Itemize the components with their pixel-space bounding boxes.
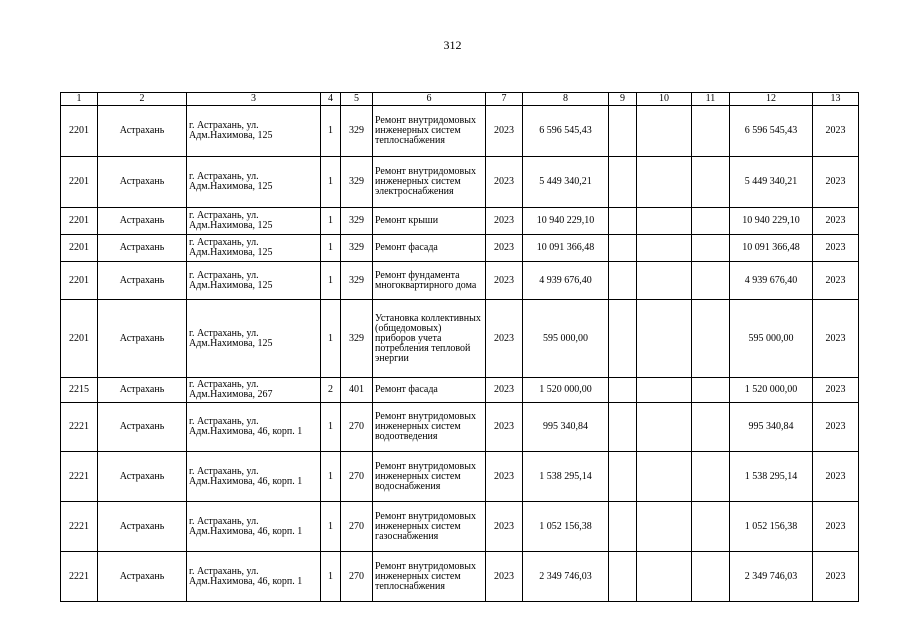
registry-table [60, 92, 859, 602]
cell-col10 [637, 378, 692, 403]
table-row [61, 552, 859, 602]
table-header-row [61, 93, 859, 106]
cell-col10 [637, 552, 692, 602]
cell-total: 5 449 340,21 [730, 157, 813, 208]
cell-cost: 995 340,84 [523, 403, 609, 452]
cell-number: 2215 [61, 378, 98, 403]
cell-total: 1 520 000,00 [730, 378, 813, 403]
cell-group: 1 [321, 157, 341, 208]
cell-col11 [692, 300, 730, 378]
cell-city: Астрахань [98, 300, 187, 378]
cell-code: 270 [341, 452, 373, 502]
cell-code: 329 [341, 208, 373, 235]
cell-year: 2023 [486, 502, 523, 552]
cell-col9 [609, 552, 637, 602]
cell-end-year: 2023 [813, 157, 859, 208]
cell-total: 10 940 229,10 [730, 208, 813, 235]
cell-code: 329 [341, 106, 373, 157]
cell-address: г. Астрахань, ул. Адм.Нахимова, 125 [187, 157, 321, 208]
cell-group: 1 [321, 235, 341, 262]
cell-col9 [609, 208, 637, 235]
cell-work-type: Ремонт внутридомовых инженерных систем газоснабжения [373, 502, 486, 552]
cell-number: 2201 [61, 235, 98, 262]
cell-col11 [692, 378, 730, 403]
cell-total: 10 091 366,48 [730, 235, 813, 262]
column-header: 2 [98, 93, 187, 106]
cell-code: 401 [341, 378, 373, 403]
column-header: 1 [61, 93, 98, 106]
cell-group: 1 [321, 403, 341, 452]
cell-col9 [609, 502, 637, 552]
cell-cost: 2 349 746,03 [523, 552, 609, 602]
cell-work-type: Ремонт фундамента многоквартирного дома [373, 262, 486, 300]
cell-code: 270 [341, 403, 373, 452]
cell-col9 [609, 106, 637, 157]
column-header: 11 [692, 93, 730, 106]
cell-address: г. Астрахань, ул. Адм.Нахимова, 125 [187, 106, 321, 157]
cell-cost: 595 000,00 [523, 300, 609, 378]
cell-year: 2023 [486, 403, 523, 452]
cell-col10 [637, 208, 692, 235]
cell-total: 1 538 295,14 [730, 452, 813, 502]
cell-total: 1 052 156,38 [730, 502, 813, 552]
cell-total: 995 340,84 [730, 403, 813, 452]
table-row [61, 208, 859, 235]
cell-end-year: 2023 [813, 502, 859, 552]
column-header: 8 [523, 93, 609, 106]
cell-city: Астрахань [98, 452, 187, 502]
cell-year: 2023 [486, 300, 523, 378]
cell-col11 [692, 157, 730, 208]
cell-end-year: 2023 [813, 378, 859, 403]
table-row [61, 157, 859, 208]
cell-work-type: Ремонт крыши [373, 208, 486, 235]
cell-col11 [692, 452, 730, 502]
cell-col11 [692, 552, 730, 602]
cell-cost: 6 596 545,43 [523, 106, 609, 157]
cell-col11 [692, 106, 730, 157]
cell-col9 [609, 262, 637, 300]
cell-col9 [609, 300, 637, 378]
cell-total: 2 349 746,03 [730, 552, 813, 602]
cell-number: 2201 [61, 208, 98, 235]
cell-col11 [692, 262, 730, 300]
cell-col10 [637, 452, 692, 502]
cell-work-type: Ремонт внутридомовых инженерных систем электроснабжения [373, 157, 486, 208]
cell-work-type: Ремонт фасада [373, 235, 486, 262]
cell-year: 2023 [486, 208, 523, 235]
cell-col9 [609, 157, 637, 208]
page-number: 312 [443, 38, 462, 52]
cell-col10 [637, 157, 692, 208]
cell-address: г. Астрахань, ул. Адм.Нахимова, 125 [187, 208, 321, 235]
column-header: 13 [813, 93, 859, 106]
cell-col9 [609, 452, 637, 502]
cell-number: 2221 [61, 452, 98, 502]
cell-end-year: 2023 [813, 208, 859, 235]
cell-work-type: Ремонт фасада [373, 378, 486, 403]
cell-address: г. Астрахань, ул. Адм.Нахимова, 125 [187, 262, 321, 300]
cell-city: Астрахань [98, 157, 187, 208]
cell-address: г. Астрахань, ул. Адм.Нахимова, 125 [187, 300, 321, 378]
cell-city: Астрахань [98, 208, 187, 235]
cell-city: Астрахань [98, 378, 187, 403]
cell-year: 2023 [486, 235, 523, 262]
cell-end-year: 2023 [813, 300, 859, 378]
cell-number: 2201 [61, 262, 98, 300]
table-row [61, 452, 859, 502]
cell-group: 1 [321, 106, 341, 157]
cell-work-type: Установка коллективных (общедомовых) приборов учета потребления тепловой энергии [373, 300, 486, 378]
table-row [61, 378, 859, 403]
cell-code: 329 [341, 157, 373, 208]
column-header: 12 [730, 93, 813, 106]
cell-group: 1 [321, 452, 341, 502]
cell-code: 329 [341, 235, 373, 262]
cell-total: 6 596 545,43 [730, 106, 813, 157]
cell-city: Астрахань [98, 552, 187, 602]
table-row [61, 262, 859, 300]
cell-year: 2023 [486, 157, 523, 208]
cell-number: 2201 [61, 157, 98, 208]
cell-end-year: 2023 [813, 235, 859, 262]
cell-address: г. Астрахань, ул. Адм.Нахимова, 46, корп. 1 [187, 452, 321, 502]
column-header: 6 [373, 93, 486, 106]
cell-address: г. Астрахань, ул. Адм.Нахимова, 46, корп. 1 [187, 403, 321, 452]
cell-address: г. Астрахань, ул. Адм.Нахимова, 125 [187, 235, 321, 262]
column-header: 9 [609, 93, 637, 106]
cell-total: 4 939 676,40 [730, 262, 813, 300]
table-row [61, 403, 859, 452]
cell-group: 1 [321, 552, 341, 602]
cell-cost: 1 520 000,00 [523, 378, 609, 403]
cell-group: 1 [321, 262, 341, 300]
column-header: 3 [187, 93, 321, 106]
cell-city: Астрахань [98, 502, 187, 552]
cell-code: 270 [341, 502, 373, 552]
cell-end-year: 2023 [813, 106, 859, 157]
cell-col11 [692, 235, 730, 262]
cell-col10 [637, 106, 692, 157]
cell-year: 2023 [486, 378, 523, 403]
cell-end-year: 2023 [813, 403, 859, 452]
cell-year: 2023 [486, 106, 523, 157]
cell-city: Астрахань [98, 262, 187, 300]
cell-work-type: Ремонт внутридомовых инженерных систем водоснабжения [373, 452, 486, 502]
cell-end-year: 2023 [813, 452, 859, 502]
cell-col11 [692, 403, 730, 452]
column-header: 7 [486, 93, 523, 106]
cell-year: 2023 [486, 452, 523, 502]
cell-col10 [637, 235, 692, 262]
cell-number: 2221 [61, 552, 98, 602]
table-row [61, 502, 859, 552]
cell-cost: 4 939 676,40 [523, 262, 609, 300]
table-body [61, 106, 859, 602]
cell-work-type: Ремонт внутридомовых инженерных систем водоотведения [373, 403, 486, 452]
cell-col10 [637, 403, 692, 452]
cell-col10 [637, 262, 692, 300]
cell-work-type: Ремонт внутридомовых инженерных систем теплоснабжения [373, 552, 486, 602]
table-row [61, 106, 859, 157]
cell-city: Астрахань [98, 235, 187, 262]
cell-col9 [609, 378, 637, 403]
cell-year: 2023 [486, 262, 523, 300]
cell-work-type: Ремонт внутридомовых инженерных систем теплоснабжения [373, 106, 486, 157]
column-header: 5 [341, 93, 373, 106]
cell-number: 2221 [61, 502, 98, 552]
cell-cost: 10 940 229,10 [523, 208, 609, 235]
cell-cost: 1 052 156,38 [523, 502, 609, 552]
table-row [61, 300, 859, 378]
cell-address: г. Астрахань, ул. Адм.Нахимова, 46, корп. 1 [187, 502, 321, 552]
cell-col10 [637, 300, 692, 378]
table-row [61, 235, 859, 262]
column-header: 10 [637, 93, 692, 106]
cell-cost: 5 449 340,21 [523, 157, 609, 208]
cell-cost: 1 538 295,14 [523, 452, 609, 502]
cell-col10 [637, 502, 692, 552]
cell-number: 2201 [61, 300, 98, 378]
cell-address: г. Астрахань, ул. Адм.Нахимова, 46, корп. 1 [187, 552, 321, 602]
cell-number: 2221 [61, 403, 98, 452]
cell-group: 1 [321, 502, 341, 552]
cell-city: Астрахань [98, 106, 187, 157]
cell-col9 [609, 403, 637, 452]
cell-year: 2023 [486, 552, 523, 602]
column-header: 4 [321, 93, 341, 106]
cell-number: 2201 [61, 106, 98, 157]
cell-code: 270 [341, 552, 373, 602]
cell-group: 1 [321, 300, 341, 378]
cell-group: 2 [321, 378, 341, 403]
cell-code: 329 [341, 300, 373, 378]
cell-end-year: 2023 [813, 262, 859, 300]
cell-col11 [692, 208, 730, 235]
cell-end-year: 2023 [813, 552, 859, 602]
cell-city: Астрахань [98, 403, 187, 452]
cell-address: г. Астрахань, ул. Адм.Нахимова, 267 [187, 378, 321, 403]
cell-total: 595 000,00 [730, 300, 813, 378]
cell-col11 [692, 502, 730, 552]
cell-cost: 10 091 366,48 [523, 235, 609, 262]
cell-code: 329 [341, 262, 373, 300]
cell-col9 [609, 235, 637, 262]
cell-group: 1 [321, 208, 341, 235]
